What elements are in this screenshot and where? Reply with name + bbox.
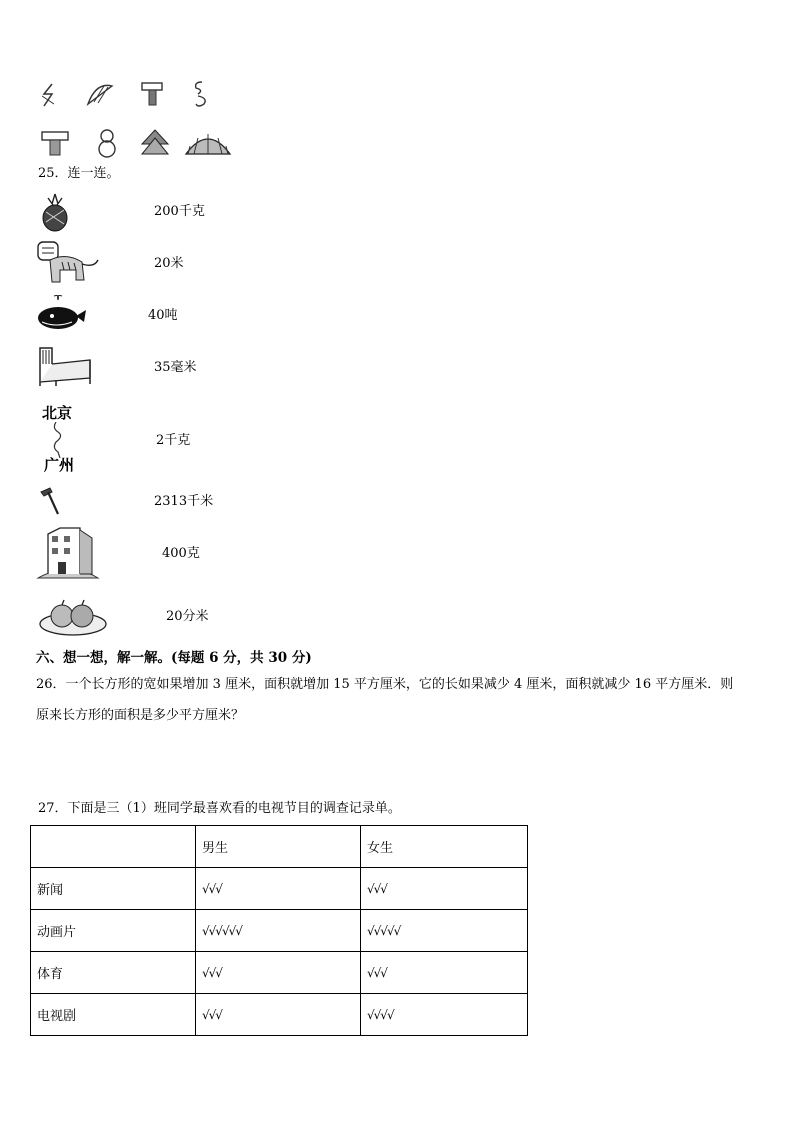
tree-pic <box>140 128 170 158</box>
question-26-line-2: 原来长方形的面积是多少平方厘米？ <box>36 708 245 723</box>
survey-table <box>30 825 528 1036</box>
girls-tally: √√√ <box>361 868 528 910</box>
map-label-guangzhou: 广州 <box>44 456 75 474</box>
row-label: 体育 <box>31 952 196 994</box>
header-cell-girls: 女生 <box>361 826 528 868</box>
question-27-title: 27．下面是三（1）班同学最喜欢看的电视节目的调查记录单。 <box>38 801 401 816</box>
row-label: 电视剧 <box>31 994 196 1036</box>
table-row <box>31 910 528 952</box>
fragment-pic-1 <box>38 82 60 108</box>
boys-tally: √√√√√√ <box>196 910 361 952</box>
map-label-beijing: 北京 <box>42 404 73 422</box>
question-26-line-1: 26．一个长方形的宽如果增加 3 厘米，面积就增加 15 平方厘米，它的长如果减少 4 厘米，面积就减少 16 平方厘米．则 <box>36 677 734 692</box>
unit-label-3: 40吨 <box>148 308 178 323</box>
boys-tally: √√√ <box>196 994 361 1036</box>
building-pic <box>36 524 100 580</box>
unit-label-1: 200千克 <box>154 204 205 219</box>
unit-label-5: 2千克 <box>156 433 191 448</box>
row-label: 动画片 <box>31 910 196 952</box>
table-row <box>31 994 528 1036</box>
table-header-row <box>31 826 528 868</box>
table-row <box>31 952 528 994</box>
boys-tally: √√√ <box>196 868 361 910</box>
boys-tally: √√√ <box>196 952 361 994</box>
unit-label-6: 2313千米 <box>154 494 214 509</box>
nail-pic <box>38 486 62 518</box>
unit-label-8: 20分米 <box>166 609 209 624</box>
bed-pic <box>36 342 94 388</box>
header-cell-boys: 男生 <box>196 826 361 868</box>
umbrella-pic <box>184 130 232 158</box>
question-25-title: 25．连一连。 <box>38 166 120 181</box>
fragment-pic-2 <box>86 80 114 106</box>
section-6-heading: 六、想一想，解一解。(每题 6 分，共 30 分) <box>36 650 312 666</box>
header-cell-empty <box>31 826 196 868</box>
table-row <box>31 868 528 910</box>
unit-label-4: 35毫米 <box>154 360 197 375</box>
row-label: 新闻 <box>31 868 196 910</box>
gourd-pic <box>96 128 118 160</box>
tiger-pic <box>36 238 102 288</box>
girls-tally: √√√ <box>361 952 528 994</box>
map-route-line <box>48 422 72 458</box>
fragment-pic-3 <box>140 80 164 108</box>
unit-label-2: 20米 <box>154 256 184 271</box>
girls-tally: √√√√√ <box>361 910 528 952</box>
whale-pic <box>36 294 88 334</box>
pineapple-pic <box>38 192 72 232</box>
fruit-plate-pic <box>38 594 108 638</box>
unit-label-7: 400克 <box>162 546 200 561</box>
girls-tally: √√√√ <box>361 994 528 1036</box>
mushroom-pic <box>40 130 70 158</box>
fragment-pic-4 <box>192 80 210 110</box>
